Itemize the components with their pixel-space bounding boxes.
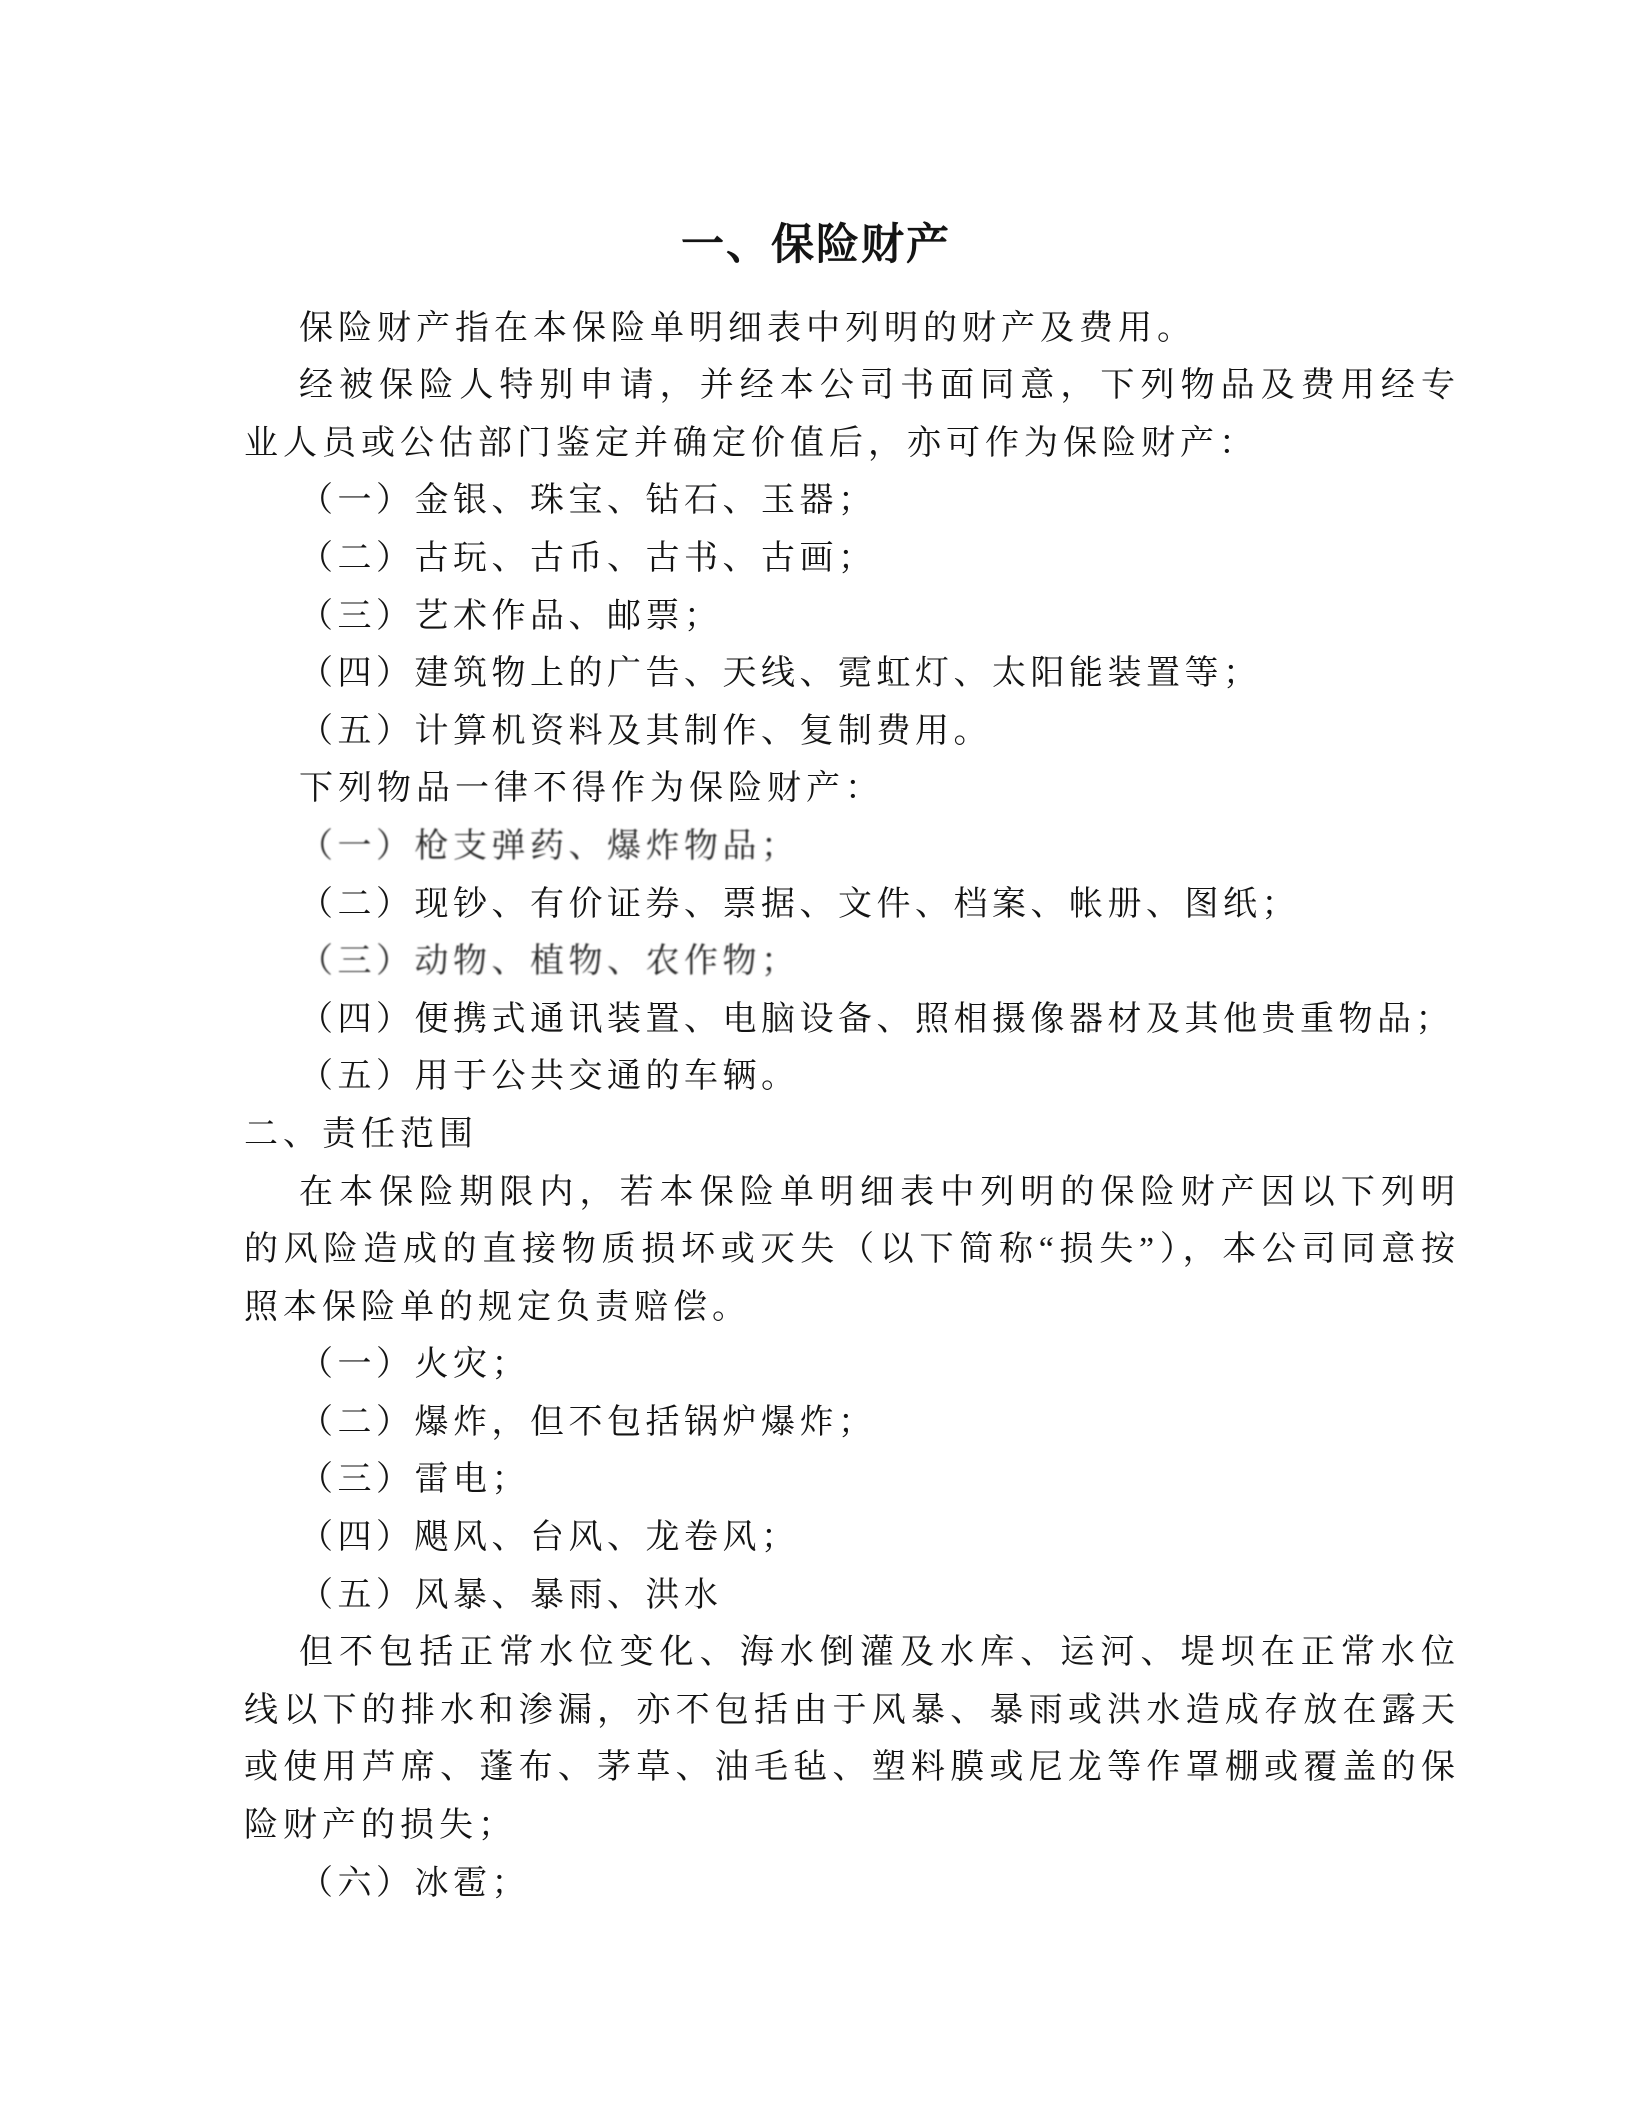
list-item: （五）计算机资料及其制作、复制费用。 <box>299 712 992 750</box>
paragraph: 但不包括正常水位变化、海水倒灌及水库、运河、堤坝在正常水位线以下的排水和渗漏，亦不包括由于风暴、暴雨或洪水造成存放在露天或使用芦席、蓬布、茅草、油毛毡、塑料膜或尼龙等作罩棚或覆盖的保险财产的损失； <box>244 1634 1460 1845</box>
document-title: 一、保险财产 <box>681 222 951 269</box>
list-item: （五）用于公共交通的车辆。 <box>299 1058 800 1096</box>
paragraph: 下列物品一律不得作为保险财产： <box>299 770 884 808</box>
paragraph: 在本保险期限内，若本保险单明细表中列明的保险财产因以下列明的风险造成的直接物质损坏或灭失（以下简称“损失”），本公司同意按照本保险单的规定负责赔偿。 <box>244 1173 1460 1326</box>
list-item: （四）便携式通讯装置、电脑设备、照相摄像器材及其他贵重物品； <box>299 1000 1454 1038</box>
list-item: （三）动物、植物、农作物； <box>299 943 800 981</box>
paragraph: 经被保险人特别申请，并经本公司书面同意，下列物品及费用经专业人员或公估部门鉴定并确定价值后，亦可作为保险财产： <box>244 367 1460 462</box>
document-body <box>0 300 1632 1913</box>
list-item: （四）建筑物上的广告、天线、霓虹灯、太阳能装置等； <box>299 655 1262 693</box>
list-item: （一）火灾； <box>299 1346 530 1384</box>
list-item: （四）飓风、台风、龙卷风； <box>299 1519 800 1557</box>
list-item: （三）雷电； <box>299 1461 530 1499</box>
list-item: （二）爆炸，但不包括锅炉爆炸； <box>299 1403 877 1441</box>
list-item: （六）冰雹； <box>299 1864 530 1902</box>
list-item: （五）风暴、暴雨、洪水 <box>299 1576 723 1614</box>
list-item: （三）艺术作品、邮票； <box>299 597 723 635</box>
list-item: （一）金银、珠宝、钻石、玉器； <box>299 482 877 520</box>
section-heading: 二、责任范围 <box>244 1115 478 1153</box>
list-item: （二）古玩、古币、古书、古画； <box>299 539 877 577</box>
list-item: （一）枪支弹药、爆炸物品； <box>299 827 800 865</box>
paragraph: 保险财产指在本保险单明细表中列明的财产及费用。 <box>299 309 1196 347</box>
list-item: （二）现钞、有价证券、票据、文件、档案、帐册、图纸； <box>299 885 1300 923</box>
